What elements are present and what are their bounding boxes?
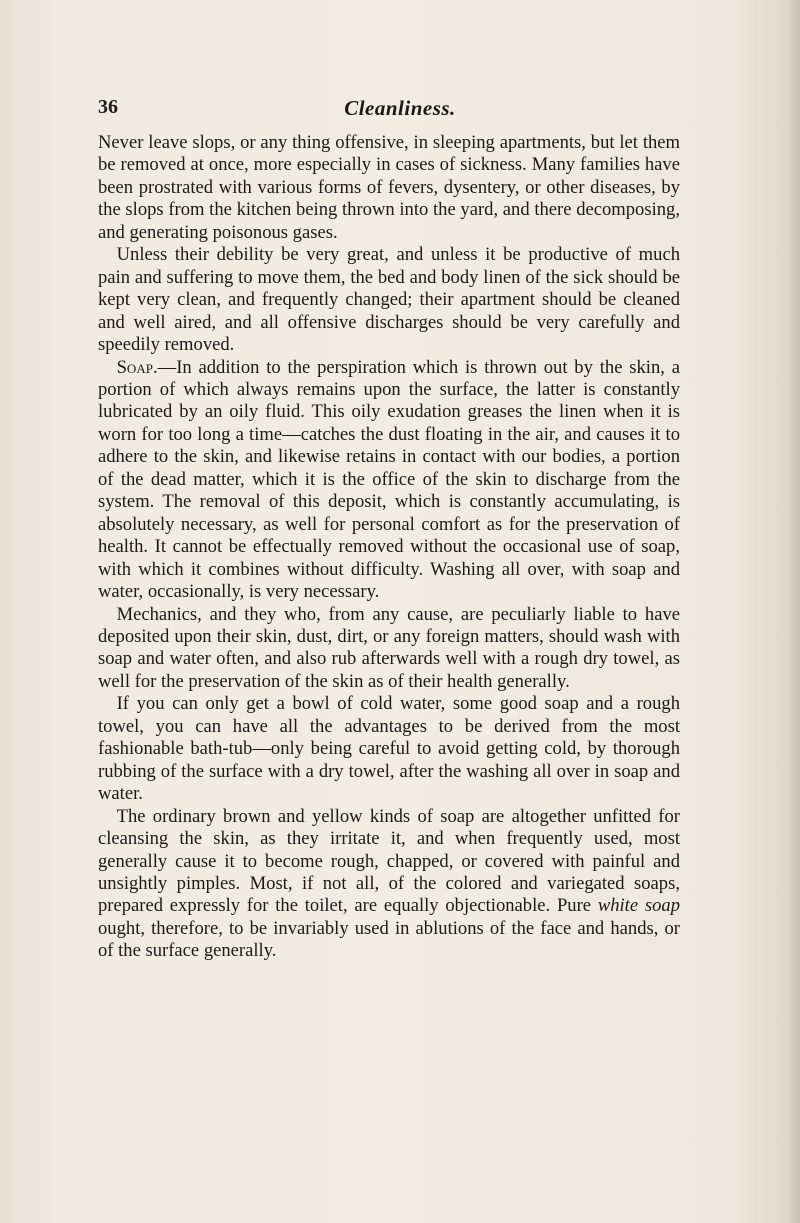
paragraph-soap-kinds-start: The ordinary brown and yellow kinds of soap are altogether unfitted for cleansing the skin, as they irritate it, and when frequently used, most generally cause it to become rough, chapped, or covered with painful and unsightly pimples. Most, if not all, of the colored and variegated soaps, prepared expressly for the toilet, are equally objectionable. Pure — [98, 805, 680, 917]
paragraph-cold-water: If you can only get a bowl of cold water, some good soap and a rough towel, you can have all the advantages to be derived from the most fashionable bath-tub—only being careful to avoid getting cold, by thorough rubbing of the surface with a dry towel, after the washing all over in soap and water. — [98, 693, 680, 805]
page-edge-shadow — [786, 0, 800, 1223]
running-head: Cleanliness. — [344, 96, 456, 120]
paragraph-soap-kinds-end: ought, therefore, to be invariably used in ablutions of the face and hands, or of the surface generally. — [98, 917, 680, 962]
paragraph-soap — [98, 357, 680, 604]
page-header — [0, 96, 800, 126]
white-soap-emphasis: white soap — [597, 895, 680, 917]
paragraph-sick-linen: Unless their debility be very great, and unless it be productive of much pain and suffering to move them, the bed and body linen of the sick should be kept very clean, and frequently changed; their apartment should be cleaned and well aired, and all offensive discharges should be very carefully and speedily removed. — [98, 244, 680, 356]
page-number: 36 — [98, 96, 118, 118]
paragraph-soap-kinds — [98, 806, 680, 963]
body-text — [98, 132, 680, 963]
paragraph-mechanics: Mechanics, and they who, from any cause, are peculiarly liable to have deposited upon their skin, dust, dirt, or any foreign matters, should wash with soap and water often, and also rub afterwards well with a rough dry towel, as well for the preservation of the skin as of their health generally. — [98, 603, 680, 692]
paragraph-soap-text: —In addition to the perspiration which is thrown out by the skin, a portion of which always remains upon the surface, the latter is constantly lubricated by an oily fluid. This oily exudation greases the linen when it is worn for too long a time—catches the dust floating in the air, and causes it to adhere to the skin, and likewise retains in contact with our bodies, a portion of the dead matter, which it is the office of the skin to discharge from the system. The removal of this deposit, which is constantly accumulating, is absolutely necessary, as well for personal comfort as for the preservation of health. It cannot be effectually removed without the occasional use of soap, with which it combines without difficulty. Washing all over, with soap and water, occasionally, is very necessary. — [98, 356, 680, 603]
section-heading-soap: Soap. — [116, 356, 158, 378]
paragraph-slops: Never leave slops, or any thing offensive, in sleeping apartments, but let them be removed at once, more especially in cases of sickness. Many families have been prostrated with various forms of fevers, dysentery, or other diseases, by the slops from the kitchen being thrown into the yard, and there decomposing, and generating poisonous gases. — [98, 132, 680, 243]
